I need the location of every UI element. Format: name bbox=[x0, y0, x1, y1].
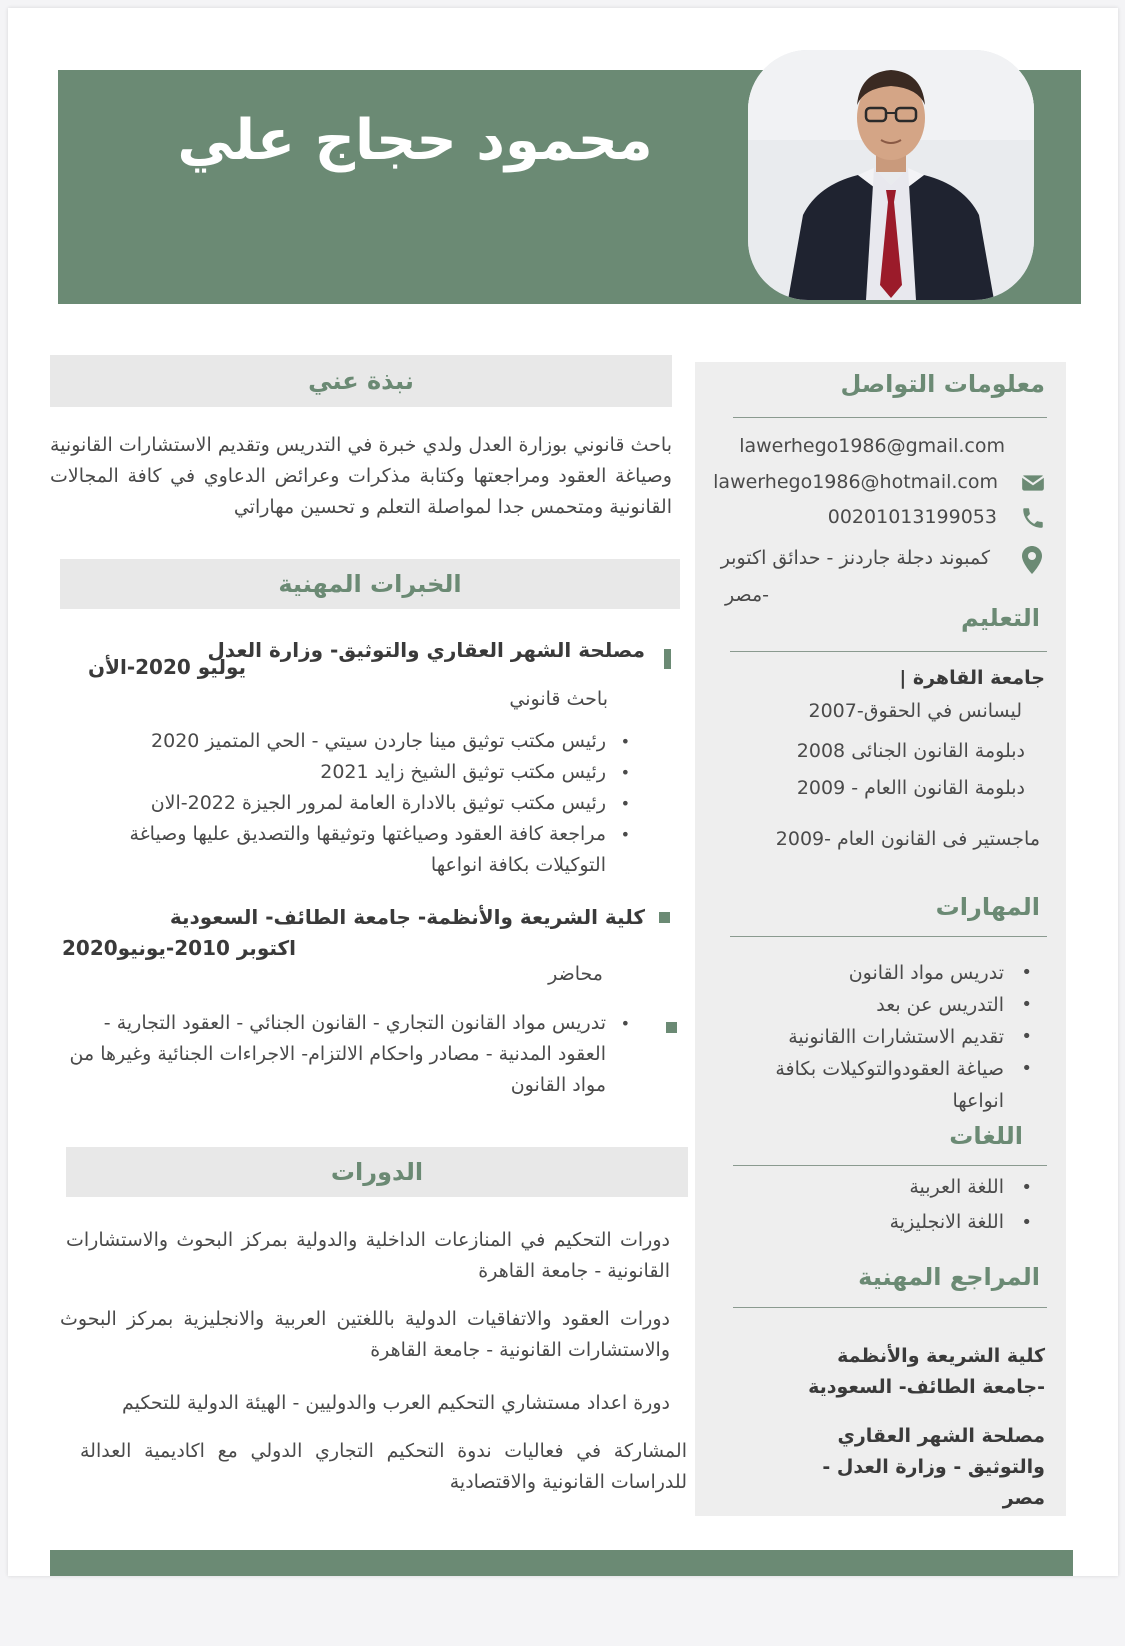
list-item: • تدريس مواد القانون التجاري - القانون الجنائي - العقود التجارية - العقود المدنية - مصادر واحكام الالتزام- الاجراءات الجنائية وغيرها من مواد القانون bbox=[66, 1008, 634, 1101]
list-item: • رئيس مكتب توثيق الشيخ زايد 2021 bbox=[64, 757, 634, 788]
education-item: دبلومة القانون الجنائى 2008 bbox=[796, 740, 1025, 762]
envelope-icon bbox=[1020, 470, 1046, 496]
candidate-name: محمود حجاج علي bbox=[177, 108, 653, 173]
job-title: مصلحة الشهر العقاري والتوثيق- وزارة العدل bbox=[207, 638, 645, 662]
references-heading: المراجع المهنية bbox=[858, 1263, 1040, 1291]
contact-heading: معلومات التواصل bbox=[840, 370, 1045, 398]
list-item: • مراجعة كافة العقود وصياغتها وتوثيقها والتصديق عليها وصياغة التوكيلات بكافة انواعها bbox=[64, 819, 634, 881]
course-item: المشاركة في فعاليات ندوة التحكيم التجاري الدولي مع اكاديمية العدالة للدراسات القانونية والاقتصادية bbox=[80, 1440, 687, 1493]
job-title: كلية الشريعة والأنظمة- جامعة الطائف- السعودية bbox=[169, 905, 645, 929]
profile-photo bbox=[748, 50, 1034, 300]
job-duties-list bbox=[66, 1008, 634, 1101]
list-item: • تقديم الاستشارات االقانونية bbox=[750, 1021, 1040, 1053]
list-item: • تدريس مواد القانون bbox=[750, 957, 1040, 989]
about-text: باحث قانوني بوزارة العدل ولدي خبرة في التدريس وتقديم الاستشارات القانونية وصياغة العقود ومراجعتها وكتابة مذكرات وعرائض الدعاوي في كافة المجالات القانونية ومتحمس جدا لمواصلة التعلم و تحسين مهاراتي bbox=[50, 434, 672, 518]
list-item: • اللغة العربية bbox=[750, 1170, 1040, 1205]
course-item: دورات التحكيم في المنازعات الداخلية والدولية بمركز البحوث والاستشارات القانونية - جامعة القاهرة bbox=[66, 1229, 670, 1282]
list-item: • التدريس عن بعد bbox=[750, 989, 1040, 1021]
education-item: ماجستير فى القانون العام -2009 bbox=[775, 828, 1040, 850]
reference-item: كلية الشريعة والأنظمة -جامعة الطائف- السعودية bbox=[808, 1345, 1045, 1398]
course-item: دورة اعداد مستشاري التحكيم العرب والدوليين - الهيئة الدولية للتحكيم bbox=[122, 1392, 670, 1414]
address-line: -مصر bbox=[725, 584, 769, 606]
education-heading: التعليم bbox=[961, 604, 1040, 632]
job-date: يوليو 2020-الأن bbox=[88, 655, 247, 679]
course-item: دورات العقود والاتفاقيات الدولية باللغتين العربية والانجليزية بمركز البحوث والاستشارات القانونية - جامعة القاهرة bbox=[60, 1308, 670, 1361]
education-item: دبلومة القانون االعام - 2009 bbox=[796, 777, 1025, 799]
address-line: كمبوند دجلة جاردنز - حدائق اكتوبر bbox=[720, 547, 990, 569]
job-marker bbox=[666, 1022, 677, 1033]
divider bbox=[733, 417, 1047, 418]
divider bbox=[733, 1307, 1047, 1308]
job-marker bbox=[664, 649, 671, 669]
skills-list bbox=[750, 957, 1040, 1117]
job-duties-list bbox=[64, 726, 634, 881]
list-item: • اللغة الانجليزية bbox=[750, 1205, 1040, 1240]
email-primary: lawerhego1986@gmail.com bbox=[739, 435, 1005, 457]
map-pin-icon bbox=[1020, 545, 1044, 575]
job-marker bbox=[659, 912, 670, 923]
phone-icon bbox=[1020, 505, 1046, 531]
divider bbox=[733, 1165, 1047, 1166]
email-secondary: lawerhego1986@hotmail.com bbox=[713, 471, 998, 493]
job-role: باحث قانوني bbox=[509, 688, 608, 710]
skills-heading: المهارات bbox=[935, 893, 1040, 921]
experience-heading: الخبرات المهنية bbox=[60, 559, 680, 609]
profile-photo-image bbox=[748, 50, 1034, 300]
reference-item: مصلحة الشهر العقاري والتوثيق - وزارة العدل - مصر bbox=[822, 1425, 1045, 1509]
job-date: اكتوبر 2010-يونيو2020 bbox=[62, 936, 297, 960]
divider bbox=[730, 936, 1047, 937]
divider bbox=[730, 651, 1047, 652]
list-item: • صياغة العقودوالتوكيلات بكافة انواعها bbox=[750, 1053, 1040, 1117]
courses-heading: الدورات bbox=[66, 1147, 688, 1197]
list-item: • رئيس مكتب توثيق مينا جاردن سيتي - الحي المتميز 2020 bbox=[64, 726, 634, 757]
about-heading: نبذة عني bbox=[50, 355, 672, 407]
university-name: جامعة القاهرة | bbox=[899, 667, 1045, 689]
phone-number: 00201013199053 bbox=[827, 506, 997, 528]
languages-heading: اللغات bbox=[949, 1122, 1023, 1150]
footer-band bbox=[50, 1550, 1073, 1576]
languages-list bbox=[750, 1170, 1040, 1240]
list-item: • رئيس مكتب توثيق بالادارة العامة لمرور الجيزة 2022-الان bbox=[64, 788, 634, 819]
education-item: ليسانس في الحقوق-2007 bbox=[808, 700, 1022, 722]
job-role: محاضر bbox=[548, 963, 603, 985]
